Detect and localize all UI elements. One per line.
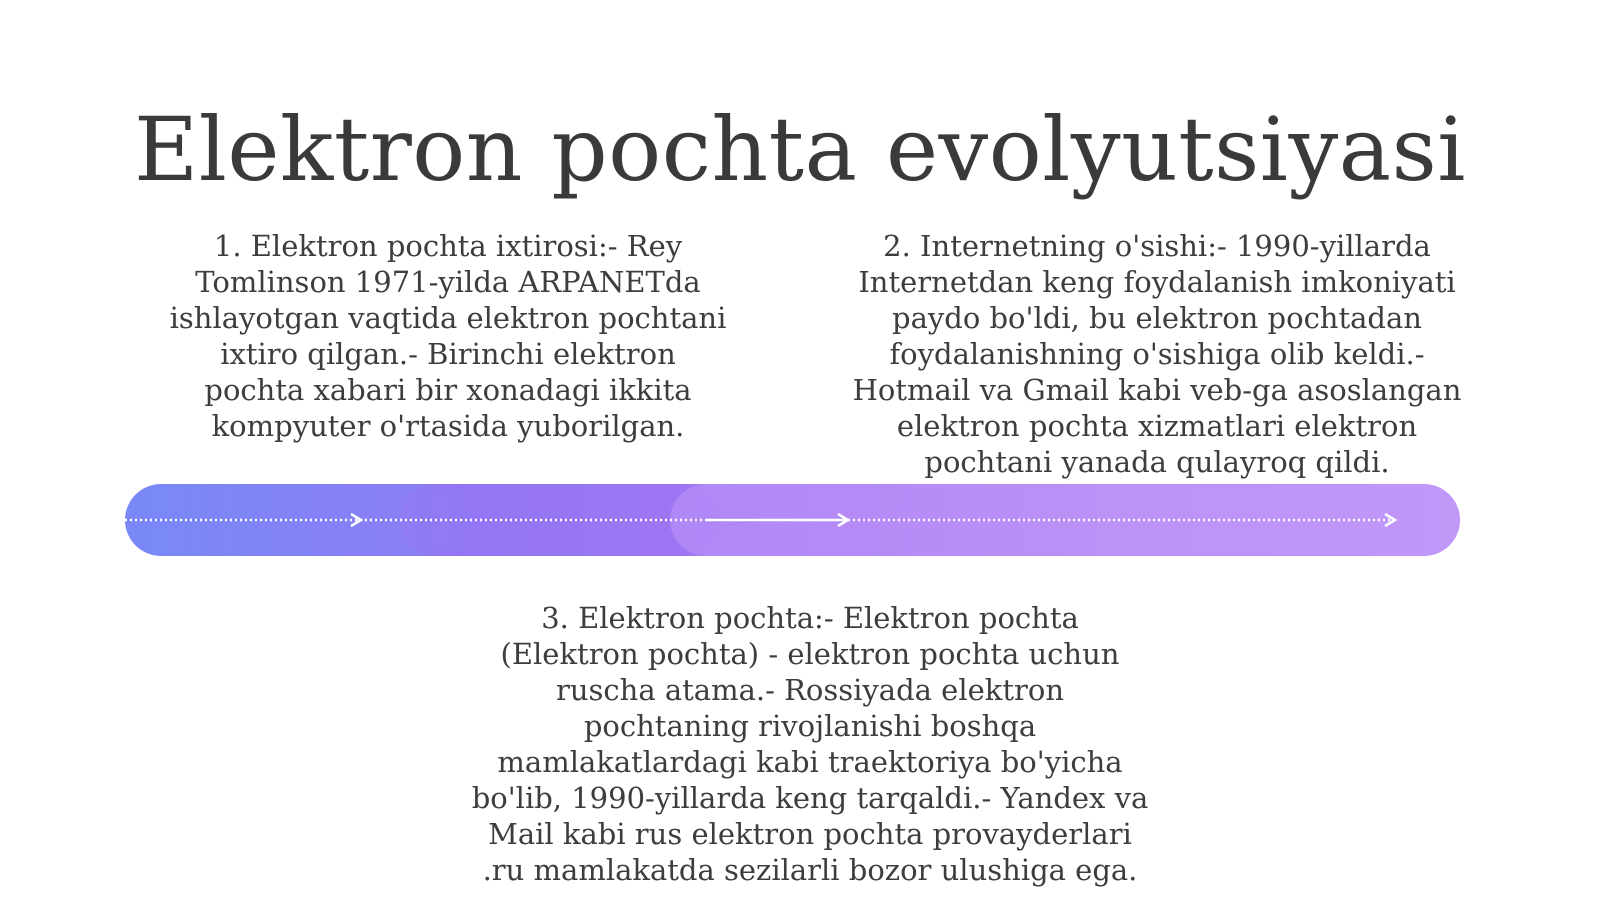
- timeline-item-1-text: 1. Elektron pochta ixtirosi:- Rey Tomlinson 1971-yilda ARPANETda ishlayotgan vaqtida elektron pochtani ixtiro qilgan.- Birinchi elektron pochta xabari bir xonadagi ikkita kompyuter o'rtasida yuborilgan.: [169, 229, 727, 443]
- timeline-item-3-text: 3. Elektron pochta:- Elektron pochta (Elektron pochta) - elektron pochta uchun ruscha atama.- Rossiyada elektron pochtaning rivojlanishi boshqa mamlakatlardagi kabi traektoriya bo'yicha bo'lib, 1990-yillarda keng tarqaldi.- Yandex va Mail kabi rus elektron pochta provayderlari .ru mamlakatda sezilarli bozor ulushiga ega.: [471, 601, 1149, 887]
- timeline-item-2-text: 2. Internetning o'sishi:- 1990-yillarda Internetdan keng foydalanish imkoniyati paydo bo'ldi, bu elektron pochtadan foydalanishning o'sishiga olib keldi.- Hotmail va Gmail kabi veb-ga asoslangan elektron pochta xizmatlari elektron pochtani yanada qulayroq qildi.: [852, 229, 1462, 479]
- timeline-arrows: [125, 484, 1460, 556]
- slide-title: Elektron pochta evolyutsiyasi: [134, 97, 1466, 201]
